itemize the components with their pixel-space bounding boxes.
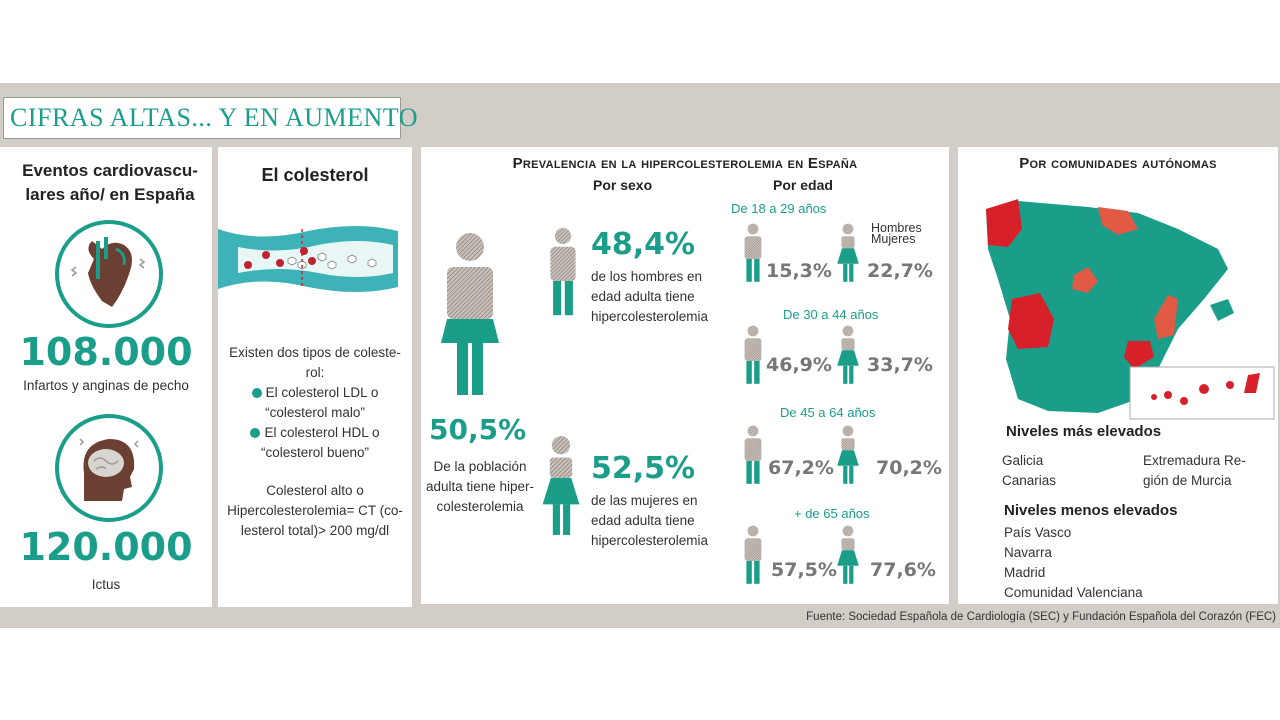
low-levels-list	[1004, 523, 1143, 603]
high-levels-title: Niveles más elevados	[1006, 423, 1162, 440]
brain-icon	[54, 413, 164, 523]
women-line2: edad adulta tiene	[591, 513, 695, 528]
man-figure-icon	[545, 221, 581, 323]
women-value: 52,5%	[591, 451, 696, 486]
region-item: País Vasco	[1004, 525, 1072, 540]
definition-line2: Hipercolesterolemia= CT (co-	[227, 503, 403, 518]
prevalence-panel	[421, 147, 949, 604]
women-age-value: 77,6%	[870, 559, 936, 581]
men-age-value: 67,2%	[768, 457, 834, 479]
women-age-value: 22,7%	[867, 260, 933, 282]
woman-icon	[835, 525, 861, 585]
cholesterol-intro-line1: Existen dos tipos de coleste-	[229, 345, 401, 360]
region-item: Navarra	[1004, 545, 1053, 560]
source-note: Fuente: Sociedad Española de Cardiología (SEC) y Fundación Española del Corazón (FEC)	[806, 611, 1276, 623]
cholesterol-panel	[218, 147, 412, 607]
artery-illustration	[218, 219, 412, 299]
men-description	[591, 267, 708, 327]
events-title-line1: Eventos cardiovascu-	[22, 161, 198, 180]
women-age-value: 33,7%	[867, 354, 933, 376]
man-icon	[741, 325, 765, 385]
hdl-item	[218, 423, 412, 443]
man-icon	[741, 425, 765, 485]
women-line1: de las mujeres en	[591, 493, 698, 508]
hdl-line1: El colesterol HDL o	[264, 425, 380, 440]
bullet-icon	[252, 388, 262, 398]
legend-men: Hombres	[871, 221, 922, 235]
man-icon	[741, 525, 765, 585]
definition-line1: Colesterol alto o	[266, 483, 364, 498]
stat2-value: 120.000	[19, 525, 193, 569]
cholesterol-intro	[218, 343, 412, 463]
age-group-label: De 45 a 64 años	[780, 405, 876, 420]
regions-panel	[958, 147, 1278, 604]
men-line1: de los hombres en	[591, 269, 703, 284]
stat1-value: 108.000	[19, 330, 193, 374]
men-line2: edad adulta tiene	[591, 289, 695, 304]
cholesterol-title: El colesterol	[261, 165, 369, 185]
stat2-label: Ictus	[91, 577, 121, 592]
events-title	[10, 159, 210, 207]
total-figure-icon	[435, 231, 505, 397]
age-legend	[871, 223, 922, 245]
woman-icon	[835, 223, 861, 283]
total-line2: adulta tiene hiper-	[425, 479, 535, 494]
region-item: gión de Murcia	[1143, 473, 1232, 488]
heart-icon	[54, 219, 164, 329]
bullet-icon	[250, 428, 260, 438]
events-title-line2: lares año/ en España	[25, 185, 195, 204]
men-age-value: 57,5%	[771, 559, 837, 581]
cholesterol-definition	[218, 481, 412, 541]
ldl-line1: El colesterol LDL o	[265, 385, 379, 400]
women-age-value: 70,2%	[876, 457, 942, 479]
woman-icon	[835, 425, 861, 485]
stat1-label: Infartos y anginas de pecho	[23, 378, 189, 393]
legend-women: Mujeres	[871, 232, 916, 246]
region-item: Madrid	[1004, 565, 1046, 580]
low-levels-title: Niveles menos elevados	[1004, 502, 1178, 519]
by-sex-label: Por sexo	[593, 177, 653, 193]
total-line1: De la población	[433, 459, 527, 474]
age-group-label: De 18 a 29 años	[731, 201, 827, 216]
women-line3: hipercolesterolemia	[591, 533, 709, 548]
events-panel	[0, 147, 212, 607]
hdl-line2: “colesterol bueno”	[260, 445, 370, 460]
men-age-value: 15,3%	[766, 260, 832, 282]
total-description	[421, 457, 539, 517]
woman-icon	[835, 325, 861, 385]
ldl-line2: “colesterol malo”	[265, 405, 365, 420]
total-line3: colesterolemia	[436, 499, 524, 514]
women-description	[591, 491, 708, 551]
spain-map	[978, 189, 1276, 429]
men-line3: hipercolesterolemia	[591, 309, 709, 324]
definition-line3: lesterol total)> 200 mg/dl	[240, 523, 390, 538]
region-item: Canarias	[1002, 473, 1057, 488]
region-item: Galicia	[1002, 453, 1044, 468]
age-group-label: De 30 a 44 años	[783, 307, 879, 322]
header-title-box	[3, 97, 418, 139]
ldl-item	[218, 383, 412, 403]
men-age-value: 46,9%	[766, 354, 832, 376]
total-value: 50,5%	[429, 413, 527, 446]
men-value: 48,4%	[591, 227, 696, 262]
cholesterol-intro-line2: rol:	[305, 365, 325, 380]
man-icon	[741, 223, 765, 283]
region-item: Extremadura Re-	[1143, 453, 1246, 468]
age-group-label: + de 65 años	[794, 506, 870, 521]
region-item: Comunidad Valenciana	[1004, 585, 1143, 600]
regions-title: Por comunidades autónomas	[1019, 155, 1217, 172]
by-age-label: Por edad	[773, 177, 833, 193]
woman-figure-icon	[539, 435, 583, 537]
high-levels-col1	[1002, 451, 1056, 491]
prevalence-title: Prevalencia en la hipercolesterolemia en España	[512, 155, 858, 172]
page-title: CIFRAS ALTAS... Y EN AUMENTO	[10, 103, 418, 132]
high-levels-col2	[1143, 451, 1246, 491]
